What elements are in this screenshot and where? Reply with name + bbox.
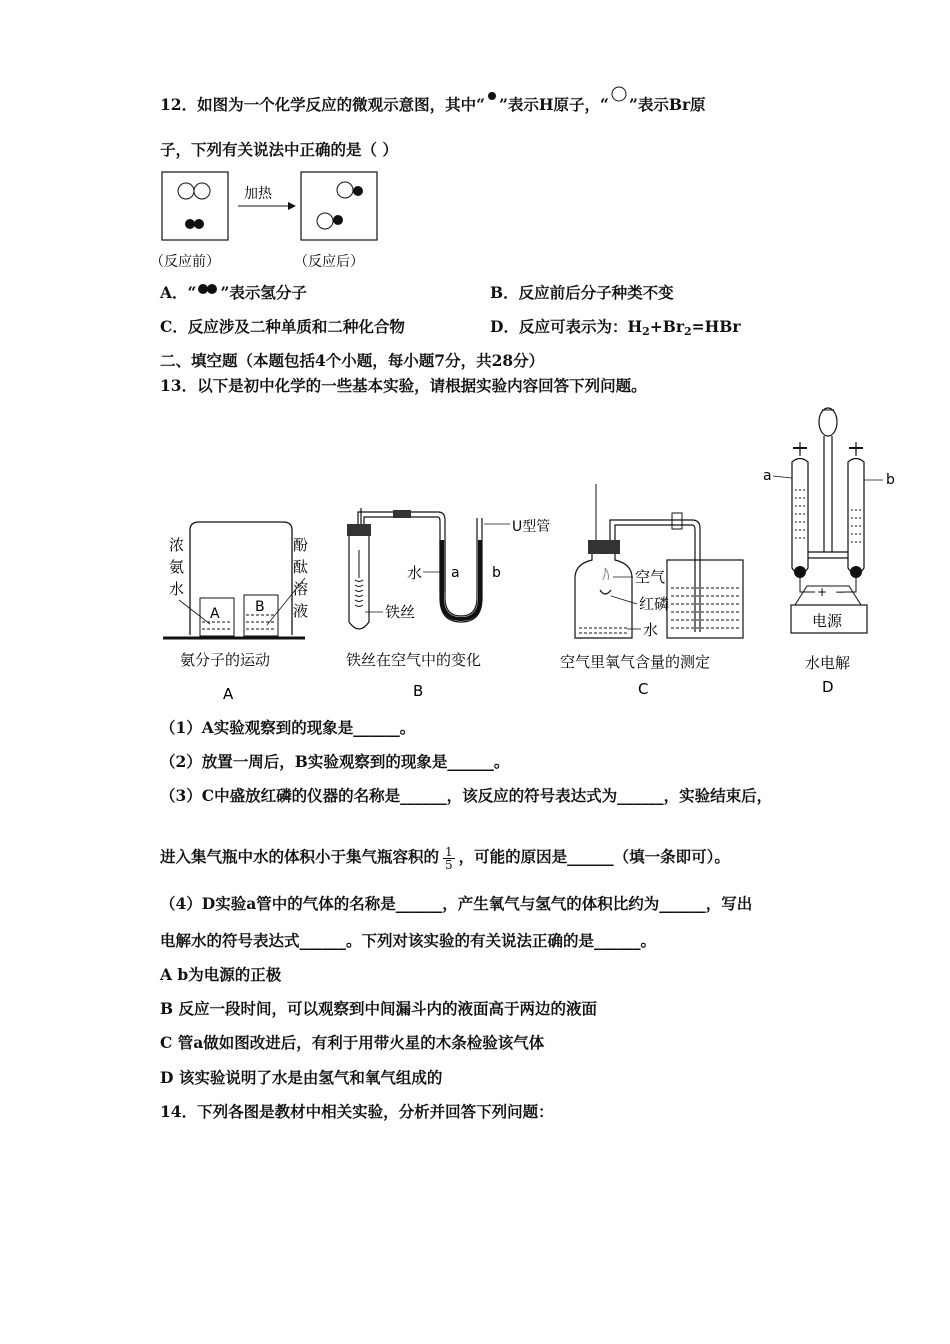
fig-a-letter: A <box>223 685 234 703</box>
q13-part4: （4）D实验a管中的气体的名称是______，产生氧气与氢气的体积比约为______，写出 <box>160 894 753 913</box>
q12-line1-suffix: ”表示Br原 <box>628 95 706 114</box>
beaker-b-label: B <box>255 599 265 615</box>
q13-part1: （1）A实验观察到的现象是______。 <box>160 718 416 737</box>
q12-option-d-suffix: =HBr <box>691 317 741 336</box>
label-wire: 铁丝 <box>385 603 416 621</box>
fraction-denominator: 5 <box>445 857 453 872</box>
gas-bottle <box>575 554 632 638</box>
q13-option-b: B 反应一段时间，可以观察到中间漏斗内的液面高于两边的液面 <box>160 999 597 1018</box>
flame-icon <box>603 568 609 580</box>
minus-sign: − <box>835 585 846 599</box>
label-water: 水 <box>407 564 423 582</box>
center-tube <box>824 436 832 552</box>
electrode-b <box>850 566 862 578</box>
q12-option-d-prefix: D．反应可表示为：H <box>490 317 643 336</box>
br-atom-icon <box>609 90 629 112</box>
fig-c-letter: C <box>638 680 649 698</box>
section-heading: 二、填空题（本题包括4个小题，每小题7分，共28分） <box>160 351 545 370</box>
after-caption: （反应后） <box>294 254 364 270</box>
br-atom <box>178 183 194 199</box>
u-tube <box>440 518 482 622</box>
q13-figures <box>155 400 900 705</box>
fraction-numerator: 1 <box>445 844 453 859</box>
q13-option-d: D 该实验说明了水是由氢气和氧气组成的 <box>160 1068 443 1087</box>
subscript: 2 <box>642 325 650 338</box>
h-atom <box>194 219 204 229</box>
q14-intro: 14．下列各图是教材中相关实验，分析并回答下列问题： <box>160 1102 554 1121</box>
br-atom <box>317 213 333 229</box>
fig-a-caption: 氨分子的运动 <box>180 651 271 669</box>
iron-wire-coil-icon <box>355 550 363 607</box>
q13-intro: 13．以下是初中化学的一些基本实验，请根据实验内容回答下列问题。 <box>160 376 647 395</box>
h2-molecule-icon <box>196 284 220 298</box>
u-tube-water <box>442 540 480 619</box>
fig-b <box>346 508 550 700</box>
q12-option-d-mid: +Br <box>649 317 685 336</box>
clamp <box>672 513 682 529</box>
rubber-connector <box>393 510 411 518</box>
q13-part3b-suffix: ，可能的原因是______（填一条即可）。 <box>458 847 730 866</box>
stopper <box>347 524 371 536</box>
q12-option-b: B．反应前后分子种类不变 <box>490 283 674 302</box>
fig-b-letter: B <box>413 682 424 700</box>
q12-option-d <box>490 317 741 342</box>
h-atom <box>333 215 343 225</box>
fig-a <box>163 522 308 703</box>
q12-option-a-prefix: A．“ <box>160 283 197 302</box>
arrow-label: 加热 <box>244 186 272 202</box>
label-b-d: b <box>886 472 895 488</box>
tube-a-water <box>795 490 805 538</box>
funnel-bulb <box>819 408 837 436</box>
q13-part3b <box>160 842 730 872</box>
h-atom-icon <box>485 92 499 112</box>
plus-sign: + <box>817 585 828 599</box>
label-b: b <box>492 565 501 581</box>
q12-option-c: C．反应涉及二种单质和二种化合物 <box>160 317 405 336</box>
water-beaker <box>667 560 743 638</box>
source-trapezoid <box>795 586 861 605</box>
bottle-stopper <box>588 540 620 554</box>
pointer-line <box>773 476 792 478</box>
label-water-c: 水 <box>643 621 659 639</box>
arrow-head-icon <box>288 202 296 210</box>
q13-part4b: 电解水的符号表达式______。下列对该实验的有关说法正确的是______。 <box>160 931 657 950</box>
electrode-a <box>794 566 806 578</box>
q13-option-c: C 管a做如图改进后，有利于用带火星的木条检验该气体 <box>160 1033 545 1052</box>
pointer-line <box>179 600 210 624</box>
glass-tube <box>358 512 445 592</box>
bell-jar <box>190 522 292 635</box>
label-a: a <box>451 565 460 581</box>
q12-line1-mid: ”表示H原子，“ <box>499 95 609 114</box>
br-atom <box>337 182 353 198</box>
q13-part3b-prefix: 进入集气瓶中水的体积小于集气瓶容积的 <box>160 847 440 866</box>
glass-tube-inner <box>364 517 440 592</box>
phenolphthalein-label: 酚酞溶液 <box>293 536 309 620</box>
ammonia-label: 浓氨水 <box>169 536 185 598</box>
label-air: 空气 <box>635 568 666 586</box>
q13-part3: （3）C中盛放红磷的仪器的名称是______，该反应的符号表达式为______，实验结束后， <box>160 786 773 805</box>
fig-c <box>560 484 743 698</box>
before-box <box>162 172 228 240</box>
q12-option-a-suffix: ”表示氢分子 <box>220 283 307 302</box>
fig-d-letter: D <box>822 678 834 696</box>
wire-a <box>800 578 815 592</box>
label-a-d: a <box>763 468 772 484</box>
label-p: 红磷 <box>639 595 670 613</box>
fig-b-caption: 铁丝在空气中的变化 <box>346 651 482 669</box>
before-caption: （反应前） <box>150 254 220 270</box>
q13-part2: （2）放置一周后，B实验观察到的现象是______。 <box>160 752 510 771</box>
q12-line2: 子，下列有关说法中正确的是（ ） <box>160 140 398 159</box>
tube-b <box>848 459 864 575</box>
fig-d <box>763 408 895 696</box>
q13-option-a: A b为电源的正极 <box>160 965 282 984</box>
q12-line1-prefix: 12．如图为一个化学反应的微观示意图，其中“ <box>160 95 485 114</box>
pointer-line <box>611 596 637 604</box>
after-box <box>301 172 377 240</box>
q12-reaction-diagram <box>150 168 388 276</box>
subscript: 2 <box>684 325 692 338</box>
q12-line1 <box>160 90 706 115</box>
tube-a <box>792 459 808 575</box>
q12-option-a <box>160 283 307 303</box>
test-tube <box>349 536 369 629</box>
fig-c-caption: 空气里氧气含量的测定 <box>560 653 711 671</box>
tube-b-water <box>851 510 861 542</box>
fig-d-caption: 水电解 <box>805 654 851 672</box>
beaker-a-label: A <box>210 606 220 622</box>
h-atom <box>353 186 363 196</box>
h-atom <box>185 219 195 229</box>
fraction <box>443 846 455 871</box>
br-atom <box>194 183 210 199</box>
label-source: 电源 <box>812 612 843 630</box>
label-utube: U型管 <box>512 519 551 535</box>
combustion-spoon-icon <box>600 590 611 594</box>
